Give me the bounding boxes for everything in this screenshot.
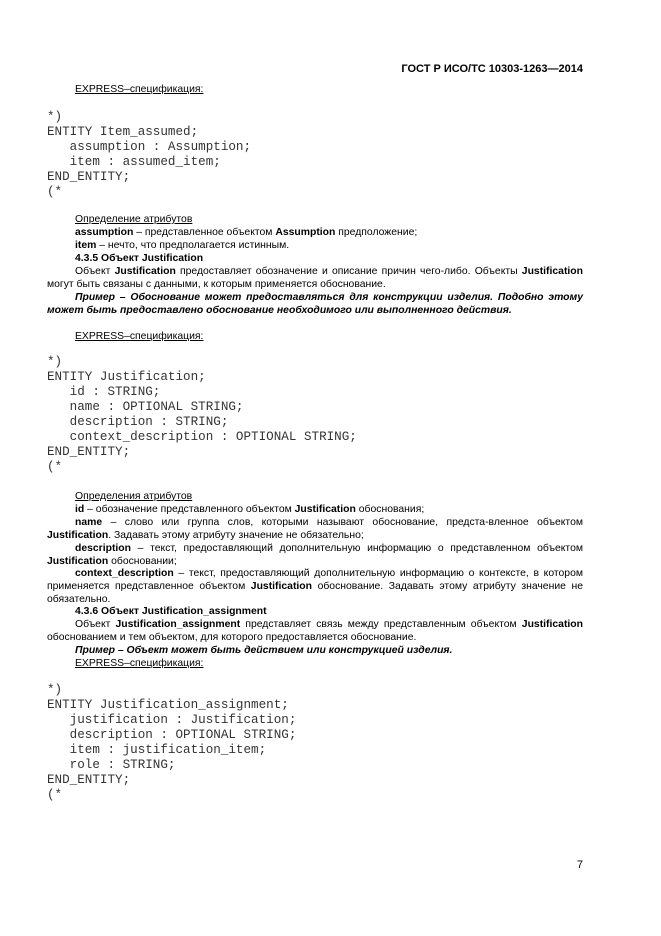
code-line: *) <box>47 355 63 369</box>
code-line: description : OPTIONAL STRING; <box>47 728 297 742</box>
code-line: context_description : OPTIONAL STRING; <box>47 430 357 444</box>
attribute-assumption: assumption – представленное объектом Assumption предположение; <box>75 227 418 238</box>
code-line: item : justification_item; <box>47 743 267 757</box>
justification-example: Пример – Обоснование может предоставляться для конструкции изделия. Подобно этому может быть предоставлено обоснование необходимого или выполненного действия. <box>47 292 583 316</box>
code-line: END_ENTITY; <box>47 170 131 184</box>
justification-assignment-example: Пример – Объект может быть действием или конструкцией изделия. <box>75 645 453 656</box>
code-line: (* <box>47 788 63 802</box>
justification-assignment-paragraph: Объект Justification_assignment представляет связь между представленным объектом Justification обоснованием и тем объектом, для которого предоставляется обоснование. <box>47 619 583 643</box>
code-line: ENTITY Justification; <box>47 370 206 384</box>
code-line: END_ENTITY; <box>47 445 131 459</box>
code-line: ENTITY Justification_assignment; <box>47 698 289 712</box>
attribute-id: id – обозначение представленного объектом Justification обоснования; <box>75 504 425 515</box>
code-line: id : STRING; <box>47 385 161 399</box>
section-heading-justification-assignment: 4.3.6 Объект Justification_assignment <box>75 606 267 617</box>
attribute-item: item – нечто, что предполагается истинным. <box>75 240 290 251</box>
code-line: name : OPTIONAL STRING; <box>47 400 244 414</box>
document-header: ГОСТ Р ИСО/ТС 10303-1263—2014 <box>401 63 583 75</box>
page-number: 7 <box>576 859 583 871</box>
code-line: (* <box>47 460 63 474</box>
code-line: description : STRING; <box>47 415 229 429</box>
code-line: ENTITY Item_assumed; <box>47 125 199 139</box>
express-spec-label: EXPRESS–спецификация: <box>75 331 204 342</box>
justification-paragraph: Объект Justification предоставляет обозначение и описание причин чего-либо. Объекты Justification могут быть связаны с данными, к которым применяется обоснование. <box>47 266 583 290</box>
code-block-justification-assignment <box>47 683 296 803</box>
code-line: role : STRING; <box>47 758 176 772</box>
code-block-item-assumed <box>47 110 251 200</box>
attributes-heading: Определения атрибутов <box>75 491 193 502</box>
code-line: justification : Justification; <box>47 713 297 727</box>
code-line: (* <box>47 185 63 199</box>
code-block-justification <box>47 355 357 475</box>
code-line: END_ENTITY; <box>47 773 131 787</box>
code-line: item : assumed_item; <box>47 155 221 169</box>
attributes-heading: Определение атрибутов <box>75 214 193 225</box>
attribute-name: name – слово или группа слов, которыми называют обоснование, предста-вленное объектом Justification. Задавать этому атрибуту значение не обязательно; <box>47 517 583 541</box>
express-spec-label: EXPRESS–спецификация: <box>75 658 204 669</box>
code-line: assumption : Assumption; <box>47 140 252 154</box>
code-line: *) <box>47 110 63 124</box>
code-line: *) <box>47 683 63 697</box>
express-spec-label: EXPRESS–спецификация: <box>75 84 204 95</box>
attribute-description: description – текст, предоставляющий дополнительную информацию о представленном объектом Justification обосновании; <box>47 543 583 567</box>
attribute-context-description: context_description – текст, предоставляющий дополнительную информацию о контексте, в котором применяется представленное объектом Justification обоснование. Задавать этому атрибуту значение не обязательно. <box>47 568 583 605</box>
section-heading-justification: 4.3.5 Объект Justification <box>75 253 204 264</box>
